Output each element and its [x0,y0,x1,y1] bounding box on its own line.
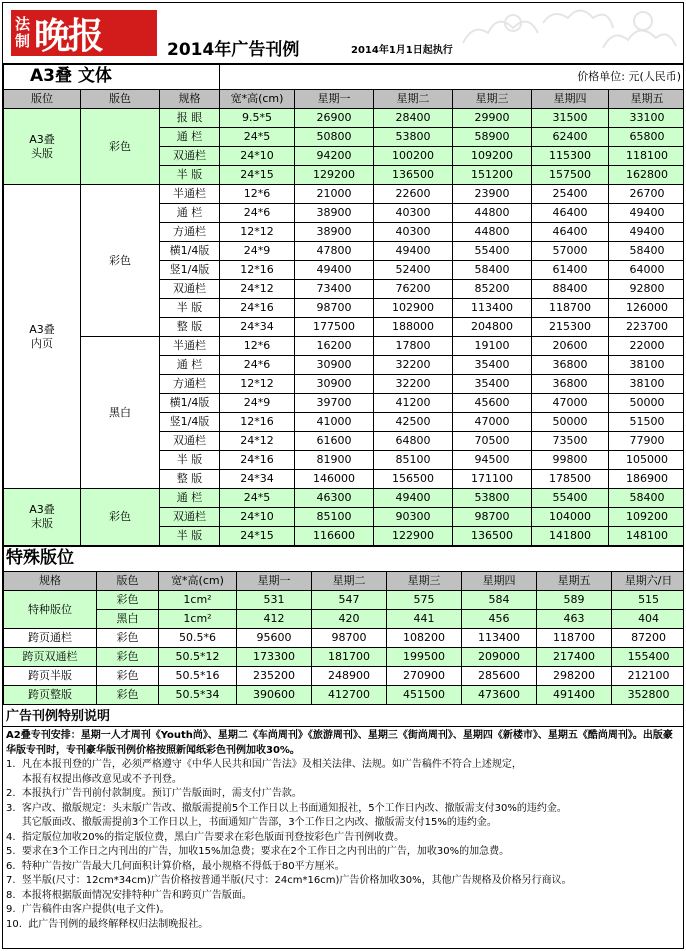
table-cell: 451500 [387,686,462,705]
table-cell: 24*16 [220,299,295,318]
notes-title: 广告刊例特别说明 [3,707,683,727]
position-label: A3叠 末版 [4,489,81,546]
column-header: 星期三 [453,90,532,109]
table-cell: 49400 [374,242,453,261]
table-cell: 64800 [374,432,453,451]
section1-header-row [4,90,685,109]
note-line: 10. 此广告刊例的最终解释权归法制晚报社。 [6,918,209,930]
table-cell: 36800 [532,356,609,375]
table-cell: 589 [537,591,612,610]
table-cell: 44800 [453,223,532,242]
table-cell: 129200 [295,166,374,185]
table-cell: 113400 [453,299,532,318]
table-cell: 285600 [462,667,537,686]
table-cell: 12*6 [220,185,295,204]
table-cell: 148100 [609,527,684,546]
table-row [4,591,685,610]
table-cell: 1cm² [159,610,237,629]
table-cell: 162800 [609,166,684,185]
table-cell: 35400 [453,375,532,394]
table-cell: 47000 [453,413,532,432]
table-cell: 31500 [532,109,609,128]
table-cell: 515 [612,591,685,610]
table-cell: 26900 [295,109,374,128]
column-header: 星期一 [237,572,312,591]
table-cell: 141800 [532,527,609,546]
section1-title: A3叠 文体 [4,65,220,90]
table-cell: 85100 [295,508,374,527]
column-header: 星期一 [295,90,374,109]
table-cell: 整 版 [160,470,220,489]
color-label: 彩色 [81,489,160,546]
table-cell: 24*12 [220,432,295,451]
table-cell: 463 [537,610,612,629]
table-cell: 88400 [532,280,609,299]
table-cell: 竖1/4版 [160,413,220,432]
table-cell: 65800 [609,128,684,147]
table-cell: 73400 [295,280,374,299]
table-cell: 双通栏 [160,280,220,299]
column-header: 宽*高(cm) [220,90,295,109]
column-header: 版色 [81,90,160,109]
table-cell: 109200 [609,508,684,527]
table-cell: 横1/4版 [160,242,220,261]
table-cell: 24*9 [220,242,295,261]
column-header: 宽*高(cm) [159,572,237,591]
table-cell: 双通栏 [160,508,220,527]
table-cell: 跨页双通栏 [4,648,97,667]
table-cell: 248900 [312,667,387,686]
table-cell: 35400 [453,356,532,375]
column-header: 规格 [160,90,220,109]
table-cell: 118100 [609,147,684,166]
note-line: 2. 本报执行广告刊前付款制度。预订广告版面时，需支付广告款。 [6,788,302,799]
table-cell: 跨页通栏 [4,629,97,648]
color-label: 彩色 [81,109,160,185]
table-cell: 30900 [295,375,374,394]
table-row [4,337,685,356]
table-cell: 235200 [237,667,312,686]
table-cell: 22600 [374,185,453,204]
column-header: 版色 [97,572,159,591]
table-cell: 188000 [374,318,453,337]
table-cell: 24*16 [220,451,295,470]
table-cell: 44800 [453,204,532,223]
table-cell: 46300 [295,489,374,508]
table-cell: 171100 [453,470,532,489]
table-cell: 136500 [374,166,453,185]
note-line: 其它版面改、撤版需提前3个工作日以上，书面通知广告部，3个工作日之内改、撤版需支付15%的违约金。 [6,817,497,828]
table-cell: 24*5 [220,128,295,147]
table-cell: 24*6 [220,204,295,223]
table-cell: 50.5*6 [159,629,237,648]
column-header: 星期二 [312,572,387,591]
table-cell: 98700 [312,629,387,648]
table-cell: 半通栏 [160,185,220,204]
note-line: 本报有权提出修改意见或不予刊登。 [6,773,182,785]
color-label: 彩色 [81,185,160,337]
table-cell: 跨页整版 [4,686,97,705]
table-cell: 32200 [374,356,453,375]
note-line: 3. 客户改、撤版规定：头末版广告改、撤版需提前5个工作日以上书面通知报社，5个工作日内改、撤版需支付30%的违约金。 [6,802,567,814]
table-cell: 24*10 [220,147,295,166]
table-cell: 61400 [532,261,609,280]
table-cell: 彩色 [97,648,159,667]
note-line: 5. 要求在3个工作日之内刊出的广告，加收15%加急费；要求在2个工作日之内刊出的广告，加收30%的加急费。 [6,846,510,857]
table-cell: 半 版 [160,166,220,185]
table-cell: 23900 [453,185,532,204]
table-cell: 173300 [237,648,312,667]
table-cell: 50.5*16 [159,667,237,686]
table-cell: 94500 [453,451,532,470]
table-cell: 390600 [237,686,312,705]
table-cell: 420 [312,610,387,629]
table-row [4,109,685,128]
table-cell: 16200 [295,337,374,356]
table-cell: 41200 [374,394,453,413]
logo-char-2: 制 [15,32,31,50]
table-cell: 12*16 [220,413,295,432]
table-row [4,185,685,204]
table-cell: 33100 [609,109,684,128]
table-cell: 118700 [532,299,609,318]
table-cell: 181700 [312,648,387,667]
table-cell: 102900 [374,299,453,318]
section1-table [3,64,684,546]
table-cell: 109200 [453,147,532,166]
table-cell: 50.5*34 [159,686,237,705]
table-cell: 412700 [312,686,387,705]
column-header: 星期五 [609,90,684,109]
table-row [4,610,685,629]
note-line: 7. 竖半版(尺寸：12cm*34cm)广告价格按普通半版(尺寸：24cm*16cm)广告价格加收30%，其他广告规格及价格另行商议。 [6,875,572,886]
table-cell: 40300 [374,204,453,223]
table-cell: 49400 [609,204,684,223]
table-cell: 204800 [453,318,532,337]
table-cell: 49400 [609,223,684,242]
table-cell: 方通栏 [160,223,220,242]
table-cell: 270900 [387,667,462,686]
table-cell: 24*34 [220,318,295,337]
table-cell: 彩色 [97,591,159,610]
table-cell: 105000 [609,451,684,470]
table-cell: 报 眼 [160,109,220,128]
table-cell: 通 栏 [160,356,220,375]
table-cell: 94200 [295,147,374,166]
color-label: 黑白 [81,337,160,489]
table-cell: 126000 [609,299,684,318]
position-label: A3叠 内页 [4,185,81,489]
table-cell: 53800 [374,128,453,147]
table-cell: 178500 [532,470,609,489]
table-cell: 通 栏 [160,128,220,147]
table-cell: 223700 [609,318,684,337]
section2-header-row [4,572,685,591]
column-header: 星期五 [537,572,612,591]
table-cell: 半 版 [160,451,220,470]
table-cell: 29900 [453,109,532,128]
table-cell: 双通栏 [160,147,220,166]
table-cell: 53800 [453,489,532,508]
table-cell: 157500 [532,166,609,185]
table-cell: 77900 [609,432,684,451]
table-cell: 彩色 [97,629,159,648]
column-header: 星期四 [462,572,537,591]
table-cell: 52400 [374,261,453,280]
table-cell: 半 版 [160,527,220,546]
table-cell: 491400 [537,686,612,705]
table-cell: 217400 [537,648,612,667]
column-header: 星期四 [532,90,609,109]
table-cell: 46400 [532,223,609,242]
table-cell: 38100 [609,375,684,394]
table-cell: 473600 [462,686,537,705]
table-cell: 108200 [387,629,462,648]
table-cell: 黑白 [97,610,159,629]
table-cell: 12*12 [220,375,295,394]
table-cell: 73500 [532,432,609,451]
table-cell: 24*5 [220,489,295,508]
table-cell: 100200 [374,147,453,166]
page-header [3,3,683,64]
table-cell: 199500 [387,648,462,667]
table-cell: 1cm² [159,591,237,610]
table-cell: 17800 [374,337,453,356]
table-cell: 46400 [532,204,609,223]
note-line: 1. 凡在本报刊登的广告，必须严格遵守《中华人民共和国广告法》及相关法律、法规。如广告稿件不符合上述规定， [6,759,522,770]
table-cell: 38900 [295,223,374,242]
table-cell: 215300 [532,318,609,337]
table-cell: 19100 [453,337,532,356]
table-cell: 24*9 [220,394,295,413]
position-label: 特种版位 [4,591,97,629]
column-header: 星期六/日 [612,572,685,591]
table-cell: 58400 [609,242,684,261]
table-cell: 76200 [374,280,453,299]
table-cell: 575 [387,591,462,610]
table-cell: 58900 [453,128,532,147]
table-cell: 87200 [612,629,685,648]
table-cell: 21000 [295,185,374,204]
table-cell: 115300 [532,147,609,166]
table-cell: 24*34 [220,470,295,489]
table-row [4,686,685,705]
table-cell: 横1/4版 [160,394,220,413]
table-cell: 50000 [609,394,684,413]
table-cell: 62400 [532,128,609,147]
table-cell: 85100 [374,451,453,470]
table-cell: 404 [612,610,685,629]
table-cell: 146000 [295,470,374,489]
table-cell: 547 [312,591,387,610]
table-cell: 64000 [609,261,684,280]
table-cell: 竖1/4版 [160,261,220,280]
table-cell: 整 版 [160,318,220,337]
effective-date: 2014年1月1日起执行 [351,45,453,56]
table-cell: 20600 [532,337,609,356]
table-cell: 彩色 [97,686,159,705]
table-row [4,667,685,686]
logo-text: 晚报 [34,14,103,57]
table-cell: 186900 [609,470,684,489]
table-cell: 531 [237,591,312,610]
table-cell: 104000 [532,508,609,527]
table-cell: 42500 [374,413,453,432]
table-cell: 155400 [612,648,685,667]
section2-title: 特殊版位 [4,547,685,572]
table-cell: 方通栏 [160,375,220,394]
logo-char-1: 法 [15,15,31,33]
column-header: 星期二 [374,90,453,109]
table-cell: 57000 [532,242,609,261]
price-unit: 价格单位: 元(人民币) [220,65,684,90]
note-line: 6. 特种广告按广告最大几何面积计算价格，最小规格不得低于80平方厘米。 [6,860,345,872]
table-cell: 40300 [374,223,453,242]
table-cell: 151200 [453,166,532,185]
table-cell: 98700 [453,508,532,527]
table-cell: 通 栏 [160,204,220,223]
column-header: 星期三 [387,572,462,591]
note-line: 8. 本报将根据版面情况安排特种广告和跨页广告版面。 [6,889,252,901]
table-cell: 51500 [609,413,684,432]
table-cell: 90300 [374,508,453,527]
table-cell: 半 版 [160,299,220,318]
cloud-pattern-icon [453,3,683,61]
table-cell: 122900 [374,527,453,546]
table-cell: 81900 [295,451,374,470]
rate-card-page [2,2,684,949]
table-cell: 352800 [612,686,685,705]
table-cell: 32200 [374,375,453,394]
table-cell: 双通栏 [160,432,220,451]
table-cell: 70500 [453,432,532,451]
table-cell: 584 [462,591,537,610]
table-cell: 30900 [295,356,374,375]
table-cell: 26700 [609,185,684,204]
column-header: 规格 [4,572,97,591]
table-cell: 12*6 [220,337,295,356]
table-cell: 24*6 [220,356,295,375]
table-cell: 半通栏 [160,337,220,356]
table-cell: 85200 [453,280,532,299]
column-header: 版位 [4,90,81,109]
table-cell: 45600 [453,394,532,413]
newspaper-logo [11,10,157,56]
table-cell: 61600 [295,432,374,451]
table-cell: 25400 [532,185,609,204]
table-cell: 38100 [609,356,684,375]
table-row [4,648,685,667]
table-cell: 彩色 [97,667,159,686]
table-row [4,489,685,508]
table-cell: 39700 [295,394,374,413]
position-label: A3叠 头版 [4,109,81,185]
table-cell: 50800 [295,128,374,147]
table-cell: 55400 [453,242,532,261]
table-cell: 22000 [609,337,684,356]
table-cell: 99800 [532,451,609,470]
notes-section [3,705,683,934]
table-cell: 156500 [374,470,453,489]
table-cell: 98700 [295,299,374,318]
table-cell: 441 [387,610,462,629]
table-cell: 136500 [453,527,532,546]
table-cell: 55400 [532,489,609,508]
page-title: 2014年广告刊例 [167,40,300,60]
table-cell: 209000 [462,648,537,667]
table-cell: 24*15 [220,166,295,185]
note-line: 9. 广告稿件由客户提供(电子文件)。 [6,904,170,915]
table-cell: 36800 [532,375,609,394]
table-cell: 50000 [532,413,609,432]
table-cell: 47000 [532,394,609,413]
table-cell: 298200 [537,667,612,686]
section2-table [3,546,684,705]
table-cell: 24*10 [220,508,295,527]
table-cell: 58400 [453,261,532,280]
table-cell: 113400 [462,629,537,648]
table-cell: 212100 [612,667,685,686]
table-cell: 49400 [374,489,453,508]
notes-intro: A2叠专刊安排：星期一人才周刊《Youth尚》、星期二《车尚周刊》《旅游周刊》、星期三《街尚周刊》、星期四《新楼市》、星期五《酷尚周刊》。出版豪华版专刊时，专刊豪华版刊例价格按照新闻纸彩色刊例加收30%。 [6,730,673,756]
note-line: 4. 指定版位加收20%的指定版位费，黑白广告要求在彩色版面刊登按彩色广告刊例收费。 [6,831,405,843]
table-cell: 12*16 [220,261,295,280]
table-cell: 47800 [295,242,374,261]
table-cell: 24*12 [220,280,295,299]
table-cell: 50.5*12 [159,648,237,667]
table-cell: 118700 [537,629,612,648]
table-cell: 28400 [374,109,453,128]
table-cell: 456 [462,610,537,629]
table-cell: 通 栏 [160,489,220,508]
table-cell: 49400 [295,261,374,280]
table-cell: 跨页半版 [4,667,97,686]
table-cell: 12*12 [220,223,295,242]
table-cell: 38900 [295,204,374,223]
table-cell: 116600 [295,527,374,546]
table-cell: 24*15 [220,527,295,546]
table-cell: 41000 [295,413,374,432]
table-cell: 95600 [237,629,312,648]
table-cell: 58400 [609,489,684,508]
table-cell: 412 [237,610,312,629]
table-cell: 92800 [609,280,684,299]
table-cell: 9.5*5 [220,109,295,128]
table-cell: 177500 [295,318,374,337]
table-row [4,629,685,648]
